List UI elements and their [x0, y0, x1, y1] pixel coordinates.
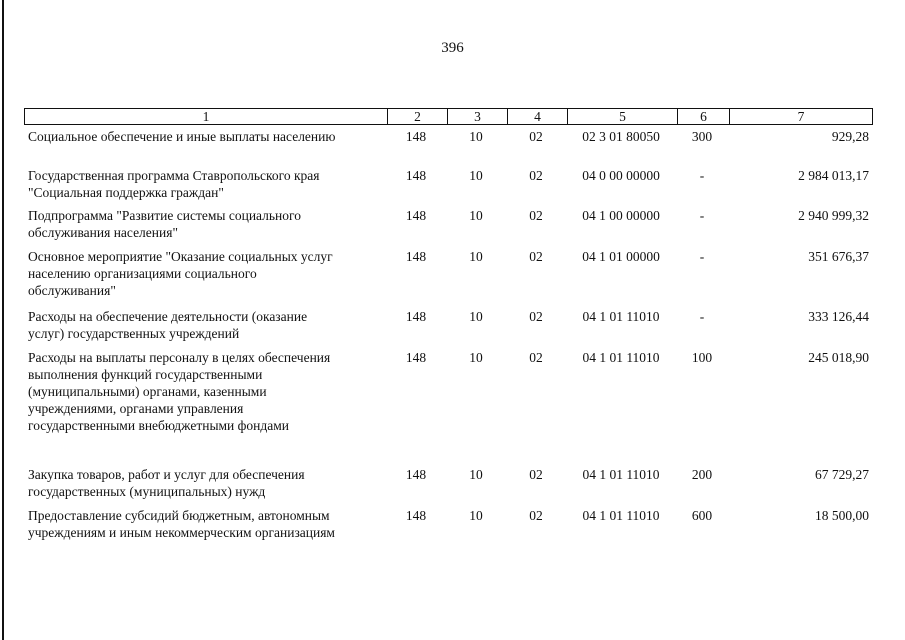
cell-col-5: 04 1 01 11010	[582, 467, 660, 482]
header-col-2: 2	[387, 109, 447, 124]
cell-col-7: 2 940 999,32	[798, 208, 869, 223]
table-header	[24, 108, 873, 125]
header-col-4: 4	[507, 109, 567, 124]
cell-col-2: 148	[405, 168, 427, 183]
cell-col-6: 300	[691, 129, 713, 144]
left-margin-rule	[2, 0, 4, 640]
cell-col-4: 02	[529, 168, 543, 183]
row-name-line: услуг) государственных учреждений	[28, 326, 240, 341]
row-name-line: Государственная программа Ставропольского края	[28, 168, 320, 183]
cell-col-2: 148	[405, 309, 427, 324]
cell-col-4: 02	[529, 309, 543, 324]
cell-col-3: 10	[469, 467, 483, 482]
row-name-line: Социальное обеспечение и иные выплаты населению	[28, 129, 336, 144]
row-name-line: выполнения функций государственными	[28, 367, 263, 382]
row-name	[28, 349, 386, 434]
row-name-line: Расходы на обеспечение деятельности (оказание	[28, 309, 308, 324]
row-name-line: Предоставление субсидий бюджетным, автономным	[28, 508, 330, 523]
header-col-6: 6	[677, 109, 729, 124]
cell-col-6: 200	[691, 467, 713, 482]
cell-col-3: 10	[469, 168, 483, 183]
cell-col-4: 02	[529, 508, 543, 523]
cell-col-6: 100	[691, 350, 713, 365]
cell-col-5: 04 0 00 00000	[582, 168, 660, 183]
cell-col-6: -	[699, 249, 705, 264]
row-name	[28, 207, 386, 241]
cell-col-3: 10	[469, 208, 483, 223]
cell-col-2: 148	[405, 508, 427, 523]
row-name	[28, 128, 386, 145]
cell-col-2: 148	[405, 249, 427, 264]
row-name	[28, 308, 386, 342]
cell-col-5: 04 1 00 00000	[582, 208, 660, 223]
header-col-7: 7	[729, 109, 872, 124]
cell-col-2: 148	[405, 208, 427, 223]
row-name	[28, 507, 386, 541]
cell-col-4: 02	[529, 129, 543, 144]
cell-col-4: 02	[529, 467, 543, 482]
header-col-3: 3	[447, 109, 507, 124]
cell-col-6: -	[699, 208, 705, 223]
cell-col-5: 04 1 01 00000	[582, 249, 660, 264]
row-name	[28, 167, 386, 201]
cell-col-3: 10	[469, 309, 483, 324]
page-number: 396	[441, 40, 464, 56]
cell-col-5: 04 1 01 11010	[582, 350, 660, 365]
row-name-line: государственными внебюджетными фондами	[28, 418, 290, 433]
cell-col-7: 2 984 013,17	[798, 168, 869, 183]
cell-col-7: 67 729,27	[815, 467, 869, 482]
row-name-line: Расходы на выплаты персоналу в целях обеспечения	[28, 350, 331, 365]
cell-col-3: 10	[469, 249, 483, 264]
row-name-line: учреждениями, органами управления	[28, 401, 244, 416]
cell-col-3: 10	[469, 350, 483, 365]
header-col-5: 5	[567, 109, 677, 124]
header-col-1: 1	[202, 109, 210, 124]
cell-col-7: 18 500,00	[815, 508, 869, 523]
row-name-line: государственных (муниципальных) нужд	[28, 484, 266, 499]
cell-col-2: 148	[405, 350, 427, 365]
cell-col-4: 02	[529, 249, 543, 264]
row-name-line: обслуживания"	[28, 283, 116, 298]
row-name-line: Закупка товаров, работ и услуг для обеспечения	[28, 467, 305, 482]
cell-col-7: 351 676,37	[808, 249, 869, 264]
cell-col-2: 148	[405, 129, 427, 144]
cell-col-2: 148	[405, 467, 427, 482]
row-name-line: (муниципальными) органами, казенными	[28, 384, 267, 399]
row-name	[28, 248, 386, 299]
row-name-line: Подпрограмма "Развитие системы социального	[28, 208, 301, 223]
row-name-line: учреждениям и иным некоммерческим организациям	[28, 525, 335, 540]
cell-col-6: 600	[691, 508, 713, 523]
cell-col-4: 02	[529, 208, 543, 223]
row-name	[28, 466, 386, 500]
cell-col-6: -	[699, 309, 705, 324]
cell-col-3: 10	[469, 129, 483, 144]
row-name-line: Основное мероприятие "Оказание социальных услуг	[28, 249, 333, 264]
row-name-line: "Социальная поддержка граждан"	[28, 185, 224, 200]
cell-col-5: 02 3 01 80050	[582, 129, 660, 144]
cell-col-5: 04 1 01 11010	[582, 508, 660, 523]
cell-col-4: 02	[529, 350, 543, 365]
cell-col-5: 04 1 01 11010	[582, 309, 660, 324]
cell-col-7: 333 126,44	[808, 309, 869, 324]
cell-col-7: 245 018,90	[808, 350, 869, 365]
row-name-line: обслуживания населения"	[28, 225, 178, 240]
cell-col-3: 10	[469, 508, 483, 523]
cell-col-6: -	[699, 168, 705, 183]
row-name-line: населению организациями социального	[28, 266, 257, 281]
cell-col-7: 929,28	[831, 129, 869, 144]
